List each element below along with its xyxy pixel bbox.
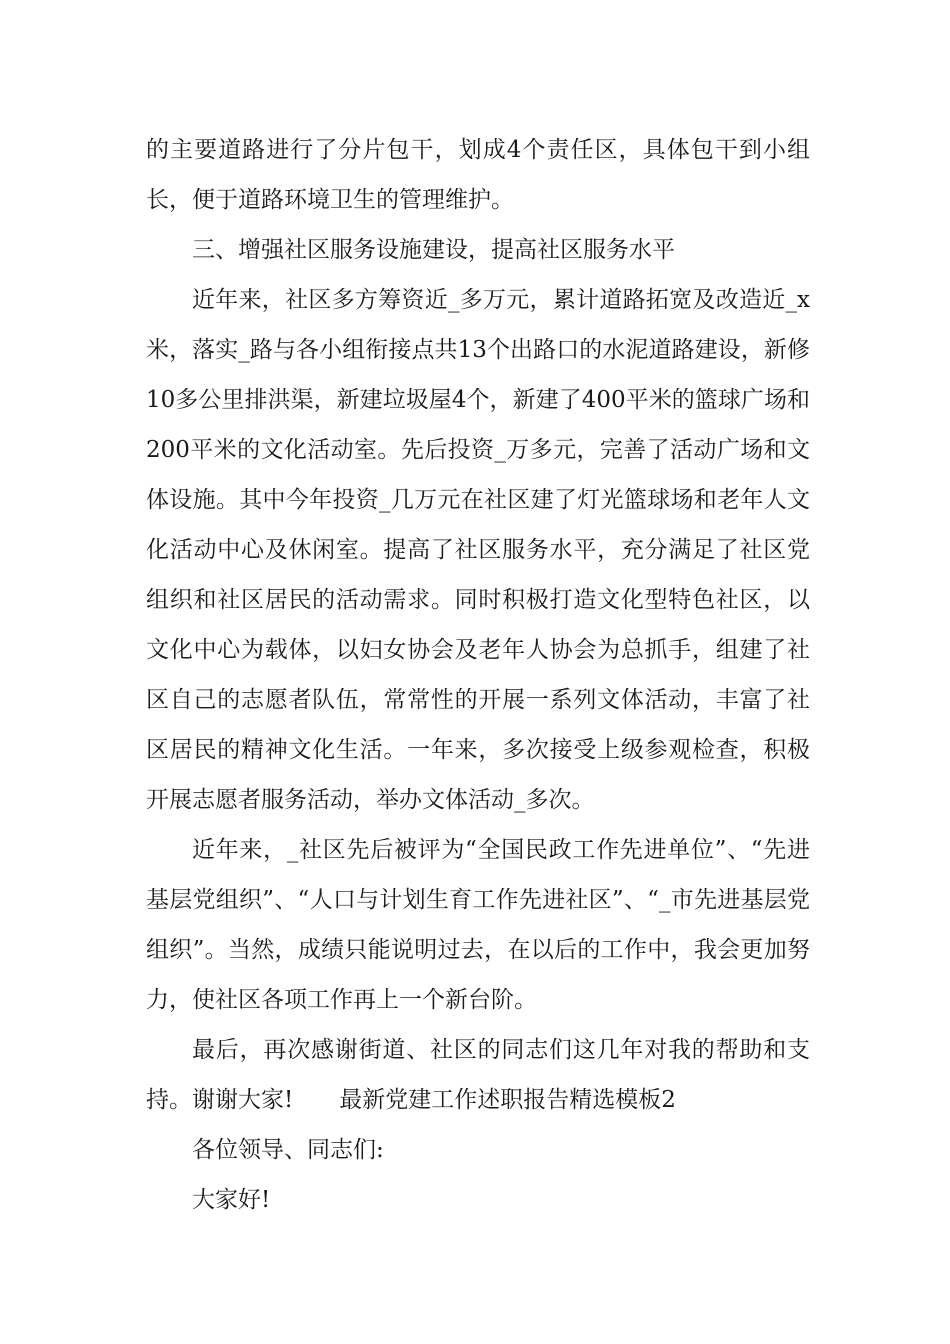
report-title: 最新党建工作述职报告精选模板2 [339, 1087, 676, 1113]
paragraph-honors: 近年来，_社区先后被评为“全国民政工作先进单位”、“先进基层党组织”、“人口与计划生育工作先进社区”、“_市先进基层党组织”。当然，成绩只能说明过去，在以后的工作中，我会更加努力，使社区各项工作再上一个新台阶。 [146, 837, 810, 1013]
paragraph-thanks [146, 1025, 810, 1125]
paragraph-facilities: 近年来，社区多方筹资近_多万元，累计道路拓宽及改造近_x米，落实_路与各小组衔接点共13个出路口的水泥道路建设，新修10多公里排洪渠，新建垃圾屋4个，新建了400平米的篮球广场和200平米的文化活动室。先后投资_万多元，完善了活动广场和文体设施。其中今年投资_几万元在社区建了灯光篮球场和老年人文化活动中心及休闲室。提高了社区服务水平，充分满足了社区党组织和社区居民的活动需求。同时积极打造文化型特色社区，以文化中心为载体，以妇女协会及老年人协会为总抓手，组建了社区自己的志愿者队伍，常常性的开展一系列文体活动，丰富了社区居民的精神文化生活。一年来，多次接受上级参观检查，积极开展志愿者服务活动，举办文体活动_多次。 [146, 287, 810, 813]
document-page [146, 125, 810, 1225]
section-heading-services: 三、增强社区服务设施建设，提高社区服务水平 [192, 237, 675, 263]
paragraph-road-maintenance: 的主要道路进行了分片包干，划成4个责任区，具体包干到小组长，便于道路环境卫生的管理维护。 [146, 137, 810, 213]
paragraph-salutation: 各位领导、同志们: [192, 1137, 384, 1163]
thanks-text: 最后，再次感谢街道、社区的同志们这几年对我的帮助和支持。谢谢大家! [146, 1037, 810, 1113]
paragraph-greeting: 大家好! [192, 1187, 271, 1213]
